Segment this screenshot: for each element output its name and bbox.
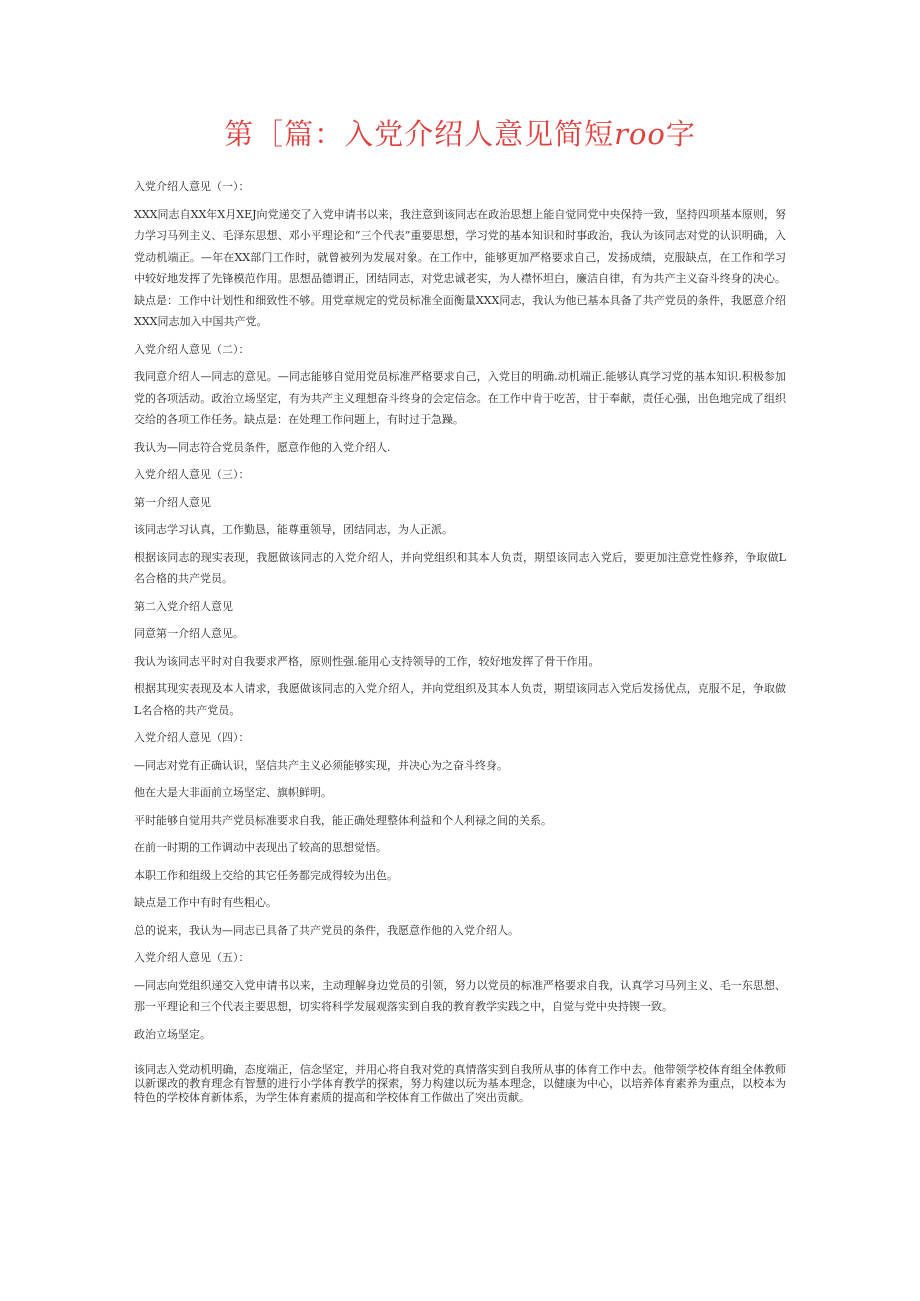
paragraph: 入党介绍人意见（二）： [134, 342, 250, 356]
paragraph: 总的说来，我认为—同志已具备了共产党员的条件，我愿意作他的入党介绍人。 [134, 923, 519, 937]
paragraph: 入党介绍人意见（三）： [134, 468, 250, 481]
paragraph: 根据其现实表现及本人请求，我愿做该同志的入党介绍人，并向党组织及其本人负责，期望该同志入党后发扬优点，克服不足，争取做L名合格的共产党员。 [134, 682, 786, 717]
title-text-italic: roo [614, 117, 666, 151]
paragraph: 该同志学习认真，工作勤恳，能尊重领导，团结同志，为人正派。 [134, 523, 453, 536]
paragraph: XXX同志自XX年X月XEJ向党递交了入党申请书以来，我注意到该同志在政治思想上能自觉同党中央保持一致，坚持四项基本原则，努力学习马列主义、毛泽东思想、邓小平理论和“三个代表”重要思想，学习党的基本知识和时事政治，我认为该同志对党的认识明确，入党动机端正。—年在XX部门工作时，就曾被列为发展对象。在工作中，能够更加严格要求自己，发扬成绩，克服缺点，在工作和学习中较好地发挥了先锋模范作用。思想品德谓正，团结同志，对党忠诚老实，为人襟怀坦白，廉洁自律，有为共产主义奋斗终身的决心。缺点是：工作中计划性和细致性不够。用党章规定的党员标准全面衡量XXX同志，我认为他已基本具备了共产党员的条件，我愿意介绍XXX同志加入中国共产党。 [134, 207, 786, 328]
paragraph: 平时能够自觉用共产党员标准要求自我，能正确处理整体利益和个人利禄之间的关系。 [134, 813, 552, 827]
title-text-end: 字 [665, 117, 696, 151]
paragraph: 本职工作和组级上交给的其它任务都完成得较为出色。 [134, 868, 398, 882]
title-text: 第［篇：入党介绍人意见简短 [224, 117, 615, 151]
paragraph: 第一介绍人意见 [134, 495, 211, 509]
paragraph: 入党介绍人意见（五）： [134, 951, 250, 964]
paragraph: 同意第一介绍人意见。 [134, 627, 244, 640]
paragraph: 我认为该同志平时对自我要求严格，原则性强.能用心支持领导的工作，较好地发挥了骨干作用。 [134, 654, 600, 668]
paragraph: 根据该同志的现实表现，我愿做该同志的入党介绍人，并向党组织和其本人负责，期望该同志入党后，要更加注意党性修养，争取做L名合格的共产党员。 [134, 550, 786, 585]
paragraph: 入党介绍人意见（一）： [134, 180, 250, 193]
paragraph: 我同意介绍人—同志的意见。—同志能够自觉用党员标准严格要求自己，入党目的明确.动机端正.能够认真学习党的基本知识.积极参加党的各项活动。政治立场坚定，有为共产主义理想奋斗终身的会定信念。在工作中肯于吃苦，甘于奉献，责任心强，出色地完成了组织交给的各项工作任务。缺点是：在处理工作问题上，有时过于急躁。 [134, 370, 786, 426]
paragraph: —同志向党组织递交入党申请书以来，主动理解身边党员的引领，努力以党员的标准严格要求自我，认真学习马列主义、毛一东思想、那一平理论和三个代表主要思想，切实将科学发展观落实到自我的教育教学实践之中，自觉与党中央持锲一致。 [134, 978, 786, 1013]
document-body [134, 176, 786, 1105]
paragraph: 第二入党介绍人意见 [134, 599, 233, 613]
final-paragraph: 该同志入党动机明确，态度端正，信念坚定，并用心将自我对党的真情落实到自我所从事的体育工作中去。他带领学校体育组全体教师以新课改的教育理念有智慧的进行小学体育教学的探索，努力构建以玩为基本理念，以健康为中心，以培养体育素养为重点，以校本为特色的学校体育新体系，为学生体育素质的提高和学校体育工作做出了突出贡献。 [134, 1063, 786, 1104]
paragraph: 政治立场坚定。 [134, 1027, 211, 1041]
page-title [0, 112, 920, 153]
paragraph: 入党介绍人意见（四）： [134, 731, 250, 744]
paragraph: —同志对党有正确认识，坚信共产主义必须能够实现，并决心为之奋斗终身。 [134, 758, 508, 772]
paragraph-spacer [134, 1045, 786, 1063]
paragraph: 缺点是工作中有时有些粗心。 [134, 896, 277, 909]
paragraph: 他在大是大非面前立场坚定、旗帜鲜明。 [134, 786, 332, 799]
paragraph: 在前一时期的工作调动中表现出了较高的思想觉悟。 [134, 841, 387, 854]
paragraph: 我认为—同志符合党员条件，愿意作他的入党介绍人. [134, 440, 391, 454]
